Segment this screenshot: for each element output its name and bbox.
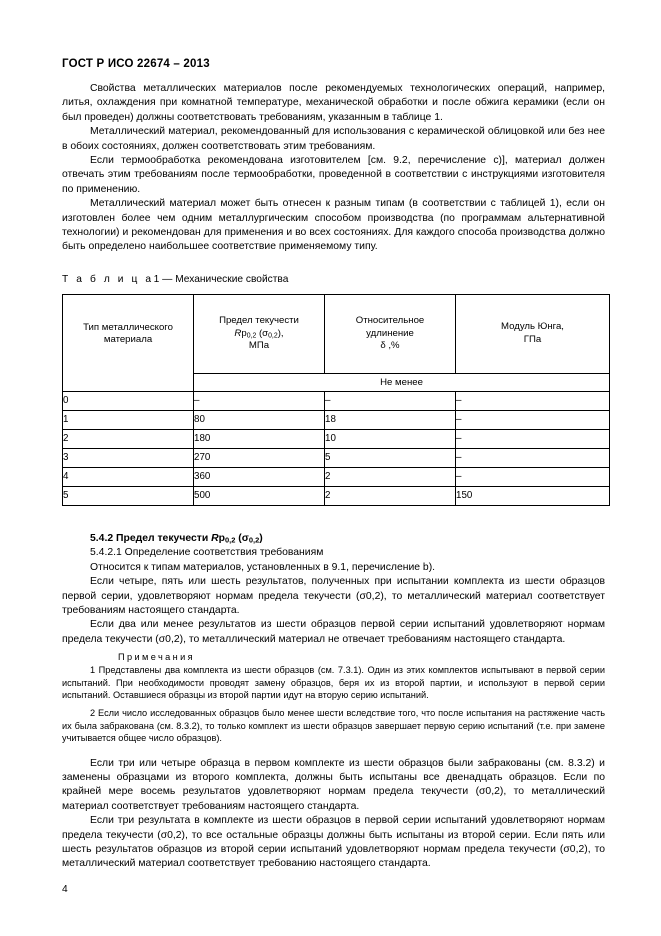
header-yield-r: R [234,327,242,339]
header-yield-paren-close: ), [277,327,284,339]
cell-youngs-modulus: – [456,448,610,467]
intro-paragraph-2: Металлический материал, рекомендованный для использования с керамической облицовкой или без нее в обоих состояниях, должен соответствовать этим требованиям. [62,126,605,152]
mechanical-properties-table [62,294,610,506]
page-content [62,0,605,872]
section-heading-symbol-p: p [218,532,226,544]
table-row [63,448,610,467]
intro-paragraph-1: Свойства металлических материалов после рекомендуемых технологических операций, например, литья, охлаждения при комнатной температуре, механической обработки и после обжига керамики (если он был проведен) должны соответствовать требованиям, указанным в таблице 1. [62,83,605,123]
cell-material-type: 5 [63,486,194,505]
table-caption-label: Т а б л и ц а [62,273,154,285]
table-row [63,467,610,486]
cell-elongation: – [325,391,456,410]
closing-paragraph-1: Если три или четыре образца в первом комплекте из шести образцов были забракованы (см. 8.3.2) и заменены образцами из второго комплекта, должны быть испытаны все двенадцать образцов. Если по крайней мере восемь результатов удовлетворяют нормам предела текучести (σ0,2), то металлический материал соответствует требованиям настоящего стандарта. [62,757,605,812]
note-item-1: 1 Представлены два комплекта из шести образцов (см. 7.3.1). Один из этих комплектов испытывают в первой серии испытаний. При необходимости проводят замену образцов, беря их из второй партии, и используют в первой серии испытаний. Оставшиеся образцы из второй партии идут на вторую серию испытаний. [62,665,605,700]
cell-youngs-modulus: – [456,429,610,448]
subsection-heading-5-4-2-1: 5.4.2.1 Определение соответствия требованиям [90,547,324,559]
cell-yield-strength: 270 [194,448,325,467]
section-heading-text: Предел текучести [116,532,209,544]
section-heading-number: 5.4.2 [90,532,114,544]
header-cell-elongation [325,294,456,373]
table-row [63,486,610,505]
cell-yield-strength: 360 [194,467,325,486]
cell-elongation: 10 [325,429,456,448]
cell-yield-strength: 80 [194,410,325,429]
document-header: ГОСТ Р ИСО 22674 – 2013 [62,58,210,70]
table-caption-number: 1 [153,273,160,285]
cell-yield-strength: 500 [194,486,325,505]
cell-material-type: 1 [63,410,194,429]
cell-elongation: 2 [325,467,456,486]
section-paragraph-2: Если четыре, пять или шесть результатов, полученных при испытании комплекта из шести образцов первой серии, удовлетворяют нормам предела текучести (σ0,2), то металлический материал соответствует требованиям настоящего стандарта. [62,576,605,616]
subheader-empty-cell [63,373,194,391]
cell-yield-strength: – [194,391,325,410]
header-modulus-line2: ГПа [523,333,542,345]
header-yield-paren-sub: 0,2 [268,332,278,340]
intro-paragraph-3: Если термообработка рекомендована изготовителем [см. 9.2, перечисление с)], материал должен отвечать этим требованиям после термообработки, проведенной в соответствии с инструкциями изготовителя по применению. [62,155,605,195]
table-row [63,410,610,429]
cell-elongation: 2 [325,486,456,505]
table-row [63,391,610,410]
table-caption [62,274,605,285]
table-caption-dash: — [162,273,173,285]
cell-youngs-modulus: 150 [456,486,610,505]
page-number: 4 [62,884,68,895]
cell-youngs-modulus: – [456,391,610,410]
cell-youngs-modulus: – [456,410,610,429]
header-elongation-line2: удлинение [366,327,414,339]
section-paragraph-1: Относится к типам материалов, установленных в 9.1, перечисление b). [90,561,436,573]
header-modulus-line1: Модуль Юнга, [501,321,564,333]
cell-material-type: 2 [63,429,194,448]
header-elongation-line1: Относительное [355,315,425,327]
notes-title: Примечания [118,652,196,663]
header-yield-line1: Предел текучести [219,315,299,327]
cell-material-type: 0 [63,391,194,410]
note-item-2: 2 Если число исследованных образцов было менее шести вследствие того, что после испытания на растяжение часть их была забракована (см. 8.3.2), то только комплект из шести образцов завершает первую серию испытаний (т.е. при замене учитывается общее число образцов). [62,708,605,744]
closing-paragraph-2: Если три результата в комплекте из шести образцов в первой серии испытаний удовлетворяют нормам предела текучести (σ0,2), то все остальные образцы должны быть испытаны из второй серии. Если пять или шесть результатов образцов из второй серии испытаний удовлетворяют нормам предела текучести (σ0,2), то металлический материал соответствует требованию настоящего стандарта. [62,815,605,870]
section-heading-symbol-r: R [211,532,219,544]
header-yield-paren-open: (σ [256,327,269,339]
header-cell-material-type [63,294,194,373]
table-header-row [63,294,610,373]
cell-material-type: 4 [63,467,194,486]
header-elongation-line3: δ ,% [380,340,400,352]
section-heading-5-4-2 [62,532,605,546]
header-yield-line2 [194,328,324,341]
header-cell-youngs-modulus [456,294,610,373]
header-yield-sub: 0,2 [246,332,257,340]
section-heading-paren: (σ [235,532,249,544]
cell-material-type: 3 [63,448,194,467]
table-row [63,429,610,448]
cell-elongation: 5 [325,448,456,467]
section-heading-paren-close: ) [259,532,263,544]
section-heading-symbol-sub: 0,2 [225,535,236,545]
header-yield-p: p [241,327,247,339]
closing-spacer [62,745,605,757]
table-caption-title: Механические свойства [175,273,289,285]
cell-yield-strength: 180 [194,429,325,448]
cell-youngs-modulus: – [456,467,610,486]
header-cell-yield-strength [194,294,325,373]
section-heading-paren-sub: 0,2 [248,535,260,545]
section-paragraph-3: Если два или менее результатов из шести образцов первой серии испытаний удовлетворяют нормам предела текучести (σ0,2), то металлический материал не отвечает требованиям настоящего стандарта. [62,619,605,645]
header-material-type-line2: материала [103,334,153,346]
subheader-cell-not-less-than: Не менее [194,373,610,391]
header-material-type-line1: Тип металлического [83,321,173,333]
intro-paragraph-4: Металлический материал может быть отнесен к разным типам (в соответствии с таблицей 1), если он изготовлен более чем одним металлургическим способом производства (по программам альтернативной технологии) и рекомендован для применения и во всех состояниях. Для каждого способа производства должно быть определено наибольшее соответствие применяемому типу. [62,198,605,253]
table-subheader-row [63,373,610,391]
header-yield-units: МПа [248,340,270,352]
cell-elongation: 18 [325,410,456,429]
